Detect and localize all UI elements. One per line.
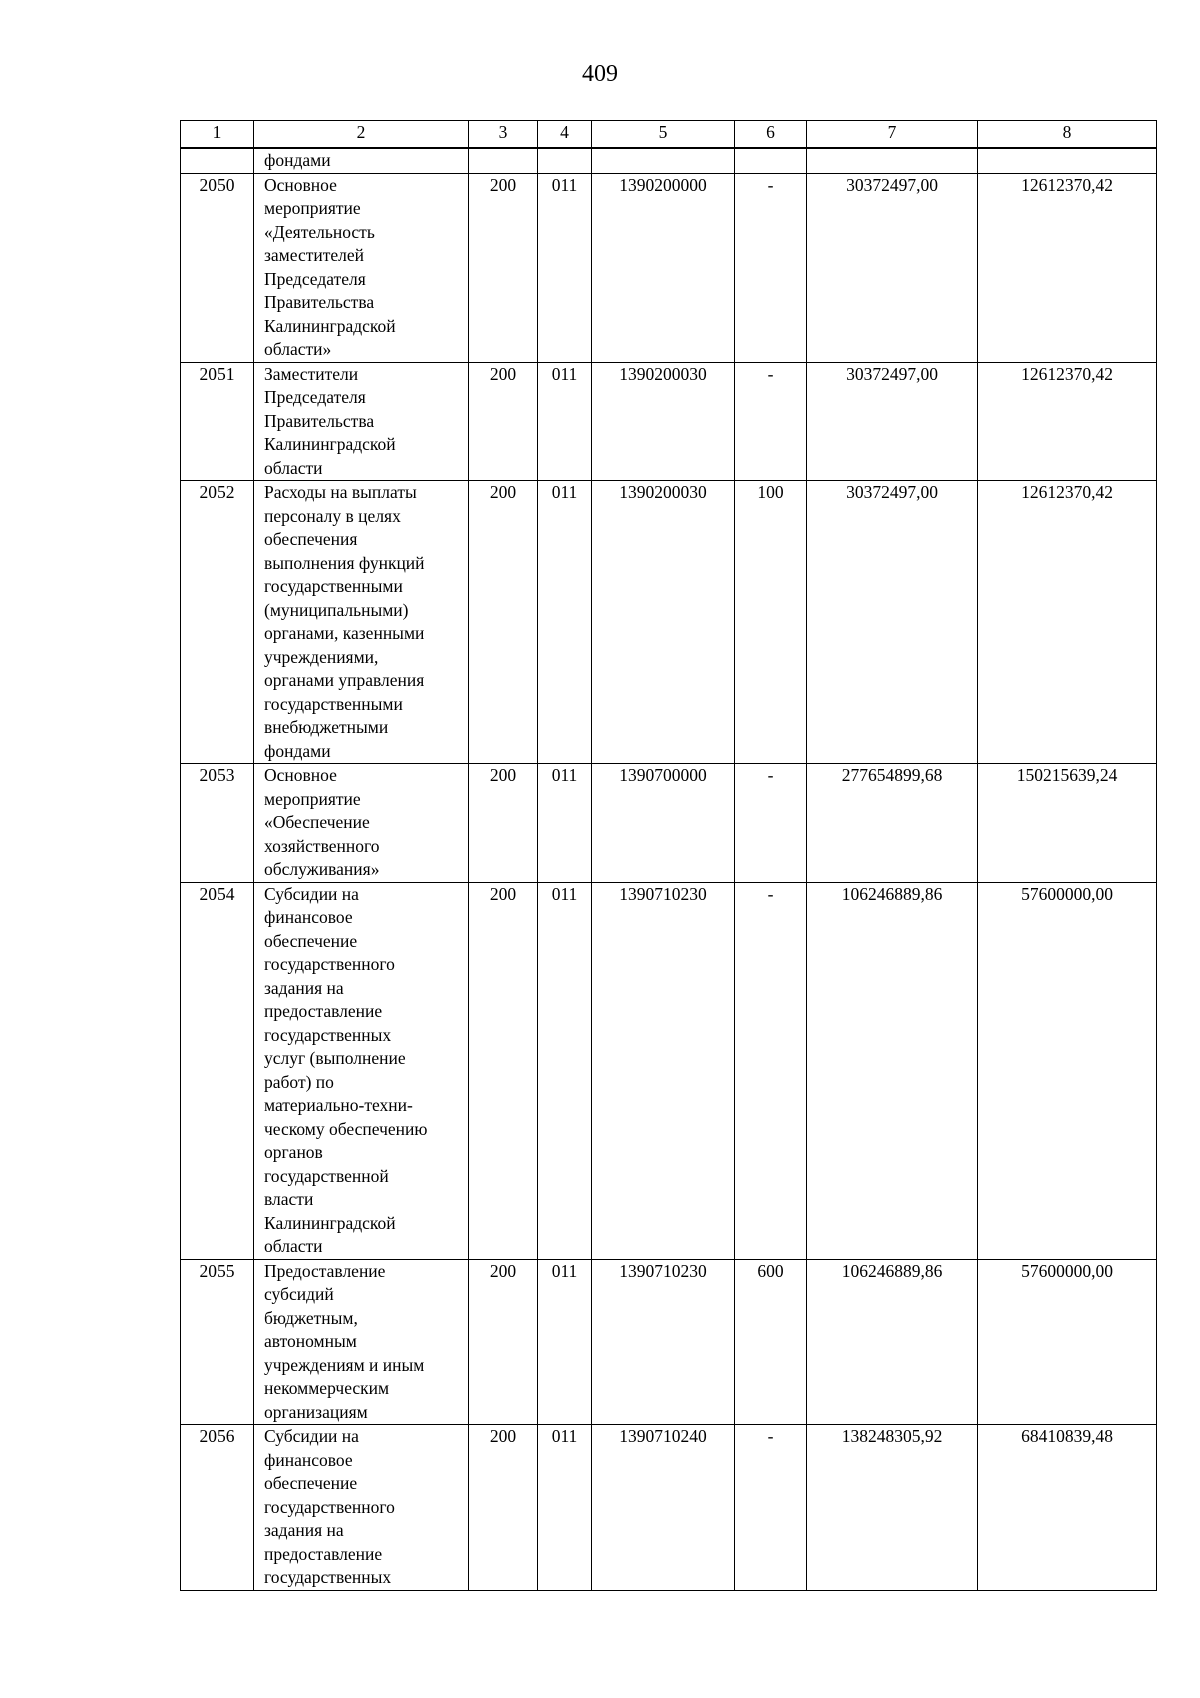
col5-cell: 1390710230 (592, 1259, 735, 1425)
row-name-cell: Заместители Председателя Правительства Калининградской области (254, 362, 469, 481)
row-name-cell: Основное мероприятие «Деятельность заместителей Председателя Правительства Калининградской области» (254, 173, 469, 362)
column-header-3: 3 (469, 121, 538, 149)
page-number: 409 (582, 61, 618, 87)
table-row (181, 1259, 1157, 1425)
col6-cell: 600 (735, 1259, 807, 1425)
col4-cell (538, 148, 592, 173)
row-number-cell: 2054 (181, 882, 254, 1259)
budget-table (180, 120, 1157, 1591)
col3-cell: 200 (469, 1259, 538, 1425)
col5-cell: 1390200030 (592, 481, 735, 764)
col3-cell: 200 (469, 362, 538, 481)
col8-cell (978, 148, 1157, 173)
col8-cell: 57600000,00 (978, 882, 1157, 1259)
row-name-cell: Субсидии на финансовое обеспечение государственного задания на предоставление государственных (254, 1425, 469, 1591)
table-row-continuation (181, 148, 1157, 173)
row-number-cell (181, 148, 254, 173)
row-number-cell: 2056 (181, 1425, 254, 1591)
col8-cell: 12612370,42 (978, 362, 1157, 481)
col4-cell: 011 (538, 882, 592, 1259)
col3-cell: 200 (469, 764, 538, 883)
col5-cell: 1390200030 (592, 362, 735, 481)
column-header-7: 7 (807, 121, 978, 149)
col6-cell: - (735, 764, 807, 883)
row-number-cell: 2050 (181, 173, 254, 362)
col7-cell: 106246889,86 (807, 1259, 978, 1425)
col8-cell: 150215639,24 (978, 764, 1157, 883)
row-name-cell: фондами (254, 148, 469, 173)
col5-cell: 1390710240 (592, 1425, 735, 1591)
table-row (181, 481, 1157, 764)
col7-cell: 277654899,68 (807, 764, 978, 883)
col8-cell: 12612370,42 (978, 173, 1157, 362)
column-header-1: 1 (181, 121, 254, 149)
col8-cell: 12612370,42 (978, 481, 1157, 764)
col3-cell: 200 (469, 1425, 538, 1591)
table-row (181, 1425, 1157, 1591)
row-number-cell: 2051 (181, 362, 254, 481)
row-name-cell: Основное мероприятие «Обеспечение хозяйственного обслуживания» (254, 764, 469, 883)
row-name-cell: Расходы на выплаты персоналу в целях обеспечения выполнения функций государственными (муниципальными) органами, казенными учреждениями, органами управления государственными внебюджетными фондами (254, 481, 469, 764)
col6-cell (735, 148, 807, 173)
row-number-cell: 2053 (181, 764, 254, 883)
row-number-cell: 2052 (181, 481, 254, 764)
col4-cell: 011 (538, 1259, 592, 1425)
column-header-4: 4 (538, 121, 592, 149)
col5-cell: 1390200000 (592, 173, 735, 362)
column-header-8: 8 (978, 121, 1157, 149)
col3-cell: 200 (469, 173, 538, 362)
col6-cell: 100 (735, 481, 807, 764)
col7-cell: 30372497,00 (807, 362, 978, 481)
table-row (181, 362, 1157, 481)
col4-cell: 011 (538, 173, 592, 362)
col4-cell: 011 (538, 764, 592, 883)
col5-cell (592, 148, 735, 173)
col6-cell: - (735, 173, 807, 362)
col4-cell: 011 (538, 481, 592, 764)
col8-cell: 57600000,00 (978, 1259, 1157, 1425)
col3-cell (469, 148, 538, 173)
col4-cell: 011 (538, 1425, 592, 1591)
col6-cell: - (735, 1425, 807, 1591)
col5-cell: 1390700000 (592, 764, 735, 883)
col4-cell: 011 (538, 362, 592, 481)
col7-cell: 106246889,86 (807, 882, 978, 1259)
col3-cell: 200 (469, 481, 538, 764)
col5-cell: 1390710230 (592, 882, 735, 1259)
col8-cell: 68410839,48 (978, 1425, 1157, 1591)
table-row (181, 173, 1157, 362)
row-name-cell: Субсидии на финансовое обеспечение государственного задания на предоставление государственных услуг (выполнение работ) по материально-техни- ческому обеспечению органов государственной власти Калининградской области (254, 882, 469, 1259)
column-header-2: 2 (254, 121, 469, 149)
column-number-row (181, 121, 1157, 149)
col7-cell: 138248305,92 (807, 1425, 978, 1591)
col7-cell: 30372497,00 (807, 173, 978, 362)
row-number-cell: 2055 (181, 1259, 254, 1425)
row-name-cell: Предоставление субсидий бюджетным, автономным учреждениям и иным некоммерческим организациям (254, 1259, 469, 1425)
col6-cell: - (735, 882, 807, 1259)
col7-cell (807, 148, 978, 173)
table-row (181, 764, 1157, 883)
col6-cell: - (735, 362, 807, 481)
col3-cell: 200 (469, 882, 538, 1259)
col7-cell: 30372497,00 (807, 481, 978, 764)
table-row (181, 882, 1157, 1259)
column-header-6: 6 (735, 121, 807, 149)
column-header-5: 5 (592, 121, 735, 149)
